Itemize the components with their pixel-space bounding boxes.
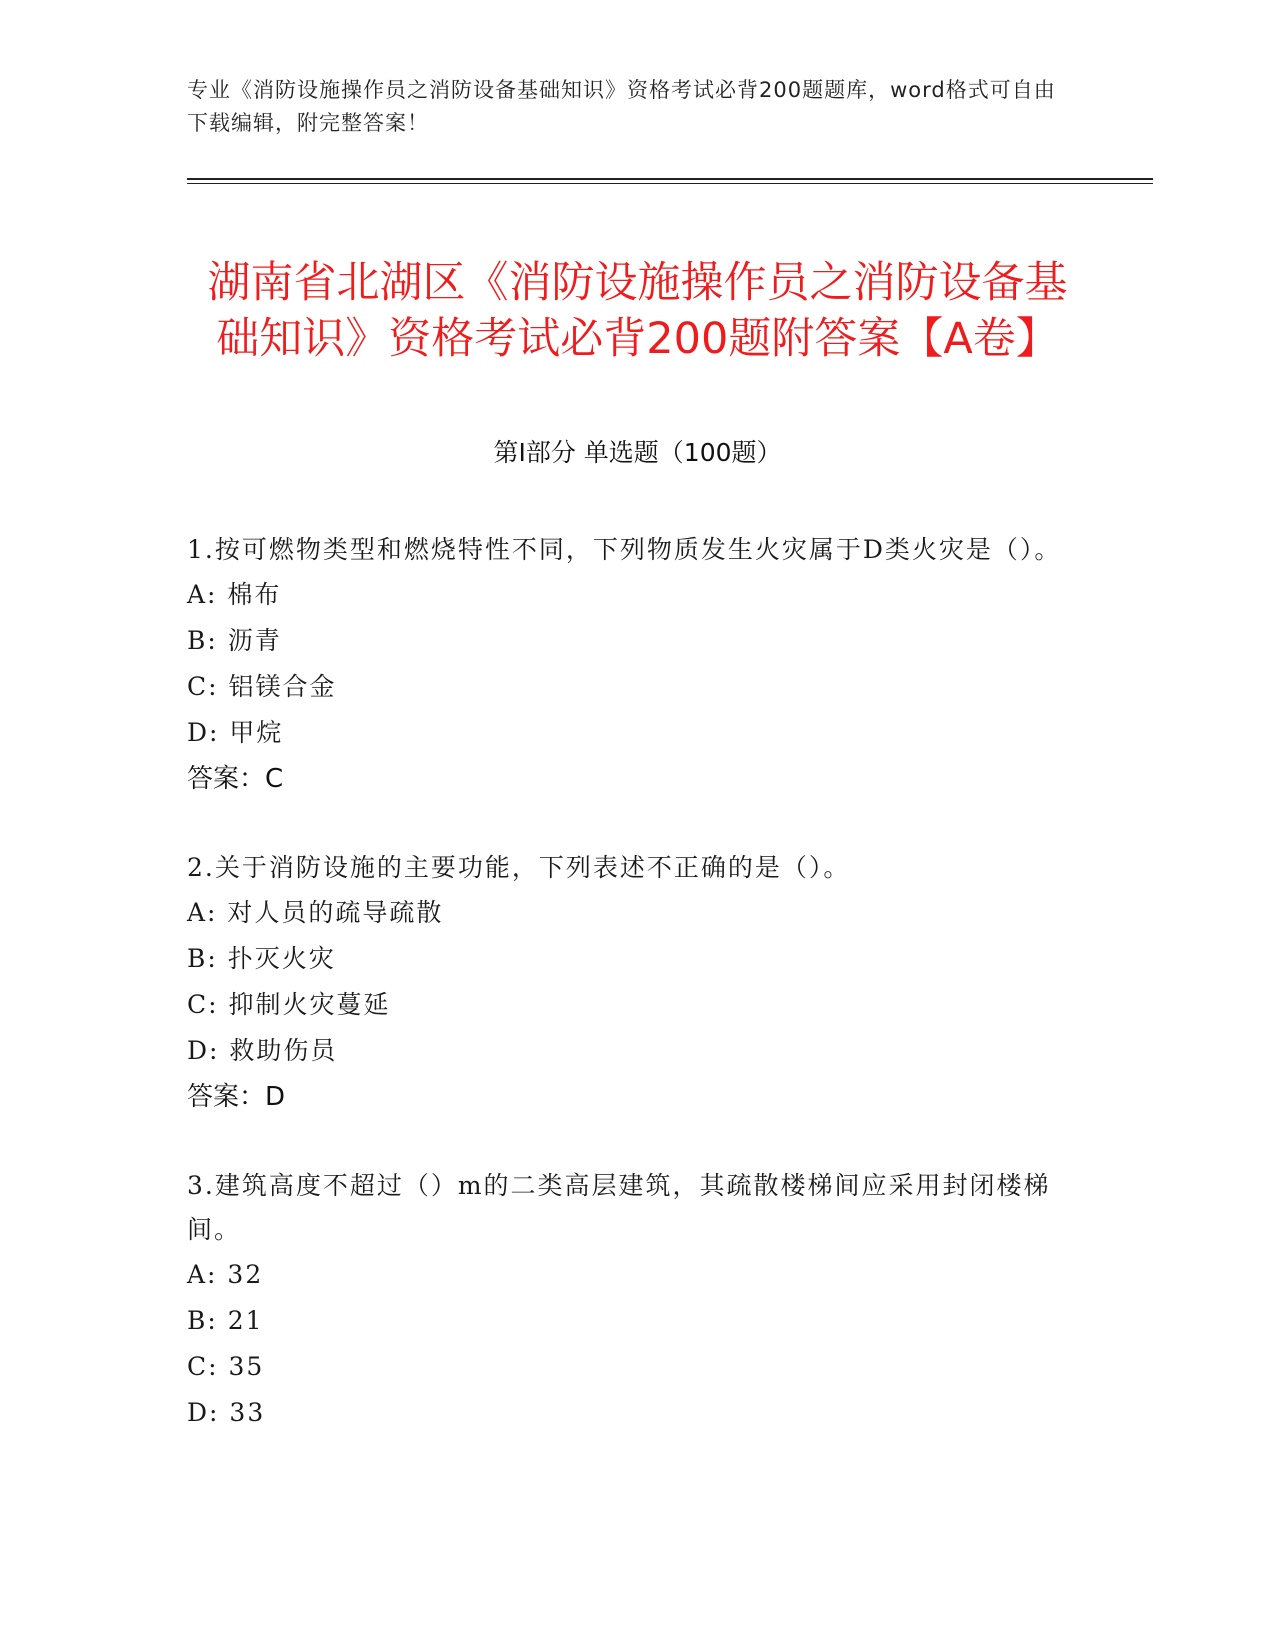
option-b: B: 扑灭火灾 (187, 944, 336, 973)
header-divider-thin (187, 183, 1153, 184)
answer: 答案：C (187, 764, 284, 794)
option-d: D: 救助伤员 (187, 1036, 338, 1065)
option-b: B: 21 (187, 1306, 264, 1335)
option-d: D: 33 (187, 1398, 266, 1427)
header-note: 专业《消防设施操作员之消防设备基础知识》资格考试必背200题题库，word格式可自由下载编辑，附完整答案！ (187, 78, 1056, 135)
option-a: A: 棉布 (187, 580, 282, 609)
question-stem: 1.按可燃物类型和燃烧特性不同，下列物质发生火灾属于D类火灾是（）。 (187, 535, 1062, 564)
question-stem: 3.建筑高度不超过（）m的二类高层建筑，其疏散楼梯间应采用封闭楼梯间。 (187, 1171, 1051, 1244)
question-3 (187, 1164, 1087, 1436)
question-1 (187, 528, 1087, 802)
option-a: A: 32 (187, 1260, 264, 1289)
option-c: C: 35 (187, 1352, 265, 1381)
document-title: 湖南省北湖区《消防设施操作员之消防设备基础知识》资格考试必背200题附答案【A卷】 (207, 257, 1068, 364)
option-b: B: 沥青 (187, 626, 282, 655)
section-heading: 第I部分 单选题（100题） (493, 438, 782, 467)
question-2 (187, 846, 1087, 1120)
header-divider-thick (187, 178, 1153, 180)
option-d: D: 甲烷 (187, 718, 284, 747)
question-stem: 2.关于消防设施的主要功能，下列表述不正确的是（）。 (187, 853, 851, 882)
option-c: C: 铝镁合金 (187, 672, 337, 701)
question-list (187, 528, 1087, 1480)
answer: 答案：D (187, 1082, 286, 1112)
option-a: A: 对人员的疏导疏散 (187, 898, 444, 927)
option-c: C: 抑制火灾蔓延 (187, 990, 391, 1019)
